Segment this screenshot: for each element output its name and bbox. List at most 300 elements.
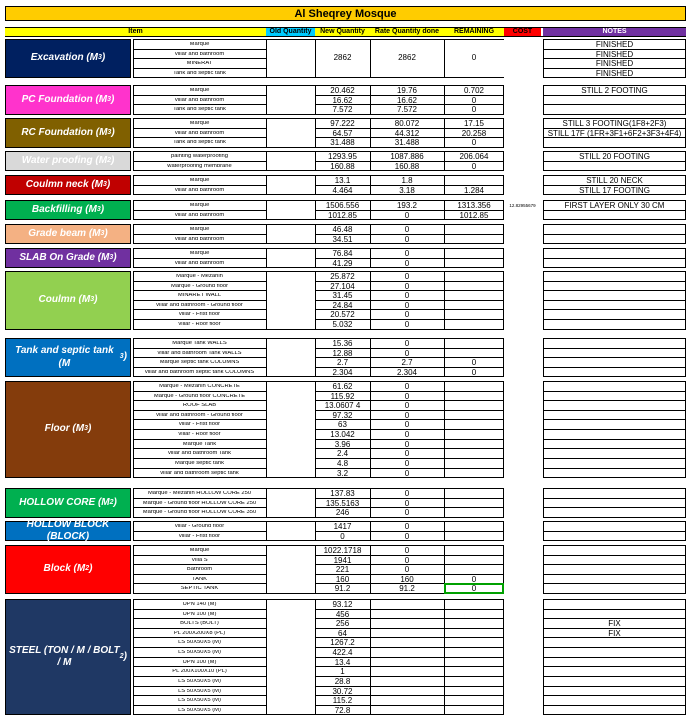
grid-line <box>315 448 504 449</box>
row-item[interactable]: UPN 100 (M) <box>182 659 217 665</box>
note[interactable]: STILL 20 FOOTING <box>579 153 650 161</box>
grid-line <box>543 468 686 469</box>
grid-line <box>315 517 504 518</box>
grid-line <box>133 555 266 556</box>
rate-quantity-done[interactable]: 0 <box>404 235 410 244</box>
rate-quantity-done[interactable]: 160.88 <box>394 162 420 171</box>
category-exponent: 3 <box>84 425 88 433</box>
row-item[interactable]: Marque - Ground floor <box>170 283 229 289</box>
category-exponent: 3 <box>119 353 124 361</box>
new-quantity[interactable]: 7.572 <box>332 106 353 115</box>
grid-line <box>543 281 686 282</box>
row-item[interactable]: villar and bathroom - Ground floor <box>156 412 243 418</box>
new-quantity[interactable]: 2.7 <box>336 359 349 368</box>
column-header[interactable]: NOTES <box>602 28 627 35</box>
category-paren: ) <box>110 154 115 166</box>
row-item[interactable]: Tank and septic tank <box>173 107 226 113</box>
grid-line <box>133 695 266 696</box>
column-header[interactable]: REMAINING <box>453 28 495 35</box>
row-item[interactable]: LS 50X50X5 (M) <box>178 640 221 646</box>
row-item[interactable]: Marque <box>189 251 210 256</box>
note[interactable]: STILL 17 FOOTING <box>579 186 650 195</box>
row-item[interactable]: Marque <box>189 548 210 553</box>
new-quantity[interactable]: 16.62 <box>332 96 353 105</box>
grid-line <box>543 448 686 449</box>
grid-line <box>315 458 504 459</box>
grid-line <box>133 686 266 687</box>
row-item[interactable]: Marque <box>189 178 210 183</box>
note[interactable]: STILL 20 NECK <box>586 177 643 185</box>
grid-line <box>315 234 504 235</box>
row-item[interactable]: SEPTIC TANK <box>180 586 219 592</box>
row-item[interactable]: Marque <box>189 227 210 232</box>
rate-quantity-done[interactable]: 0 <box>404 392 410 401</box>
new-quantity[interactable]: 221 <box>335 566 350 575</box>
rate-quantity-done[interactable]: 0 <box>404 469 410 478</box>
column-header[interactable]: New Quantity <box>320 28 365 35</box>
note[interactable]: FINISHED <box>595 50 634 59</box>
note[interactable]: STILL 2 FOOTING <box>581 87 648 95</box>
rate-quantity-done[interactable]: 0 <box>404 421 410 430</box>
new-quantity[interactable]: 91.2 <box>334 585 351 594</box>
row-item[interactable]: Marque <box>189 203 210 208</box>
row-item[interactable]: villar and bathroom <box>174 236 225 242</box>
grid-line <box>315 609 504 610</box>
new-quantity[interactable]: 63 <box>338 421 347 430</box>
grid-line <box>133 170 266 171</box>
new-quantity[interactable]: 1941 <box>333 556 352 565</box>
rate-quantity-done[interactable]: 0 <box>404 383 410 391</box>
category-cell[interactable] <box>5 118 131 148</box>
grid-line <box>315 695 504 696</box>
rate-quantity-done[interactable]: 7.572 <box>396 106 418 115</box>
category-label: Block (M <box>43 563 86 575</box>
category-label: HOLLOW CORE (M <box>19 496 110 508</box>
row-item[interactable]: villar - Frist floor <box>178 533 221 539</box>
category-cell[interactable] <box>5 545 131 594</box>
rate-quantity-done[interactable]: 0 <box>404 250 410 258</box>
notes-frame <box>543 545 686 594</box>
new-quantity[interactable]: 34.51 <box>332 235 353 244</box>
row-item[interactable]: Tank and septic tank <box>173 140 226 146</box>
grid-line <box>315 319 504 320</box>
row-item[interactable]: Marque Tank WALLS <box>172 341 227 346</box>
rate-quantity-done[interactable]: 0 <box>404 450 410 459</box>
row-item[interactable]: Marque - Mezanin CONCRETE <box>159 384 240 389</box>
grid-line <box>543 647 686 648</box>
new-quantity[interactable]: 456 <box>335 610 350 619</box>
rate-quantity-done[interactable]: 0 <box>404 431 410 440</box>
row-item[interactable]: ROOF SLAB <box>182 403 217 409</box>
row-item[interactable]: villar and bathroom <box>174 97 225 103</box>
rate-quantity-done[interactable]: 80.072 <box>394 120 420 128</box>
new-quantity[interactable]: 24.84 <box>332 301 353 310</box>
new-quantity[interactable]: 41.29 <box>332 259 353 268</box>
note[interactable]: FINISHED <box>595 69 634 78</box>
rate-quantity-done[interactable]: 0 <box>404 211 410 220</box>
rate-quantity-done[interactable]: 193.2 <box>396 202 418 210</box>
new-quantity[interactable]: 5.032 <box>332 321 353 330</box>
rate-quantity-done[interactable]: 0 <box>404 566 410 575</box>
new-quantity[interactable]: 1 <box>340 668 345 677</box>
rate-quantity-done[interactable]: 44.312 <box>394 129 420 138</box>
new-quantity[interactable]: 13.1 <box>334 177 351 185</box>
grid-line <box>315 498 504 499</box>
new-quantity[interactable]: 25.872 <box>330 273 355 281</box>
new-quantity[interactable]: 15.36 <box>332 340 353 348</box>
new-quantity[interactable]: 30.72 <box>332 687 353 696</box>
remaining[interactable]: 0.702 <box>463 87 485 95</box>
new-quantity[interactable]: 246 <box>335 509 350 518</box>
grid-line <box>133 267 266 268</box>
grid-line <box>133 95 266 96</box>
grid-line <box>543 657 686 658</box>
grid-line <box>266 200 267 220</box>
row-item[interactable]: Marque septic tank <box>175 460 224 466</box>
row-item[interactable]: waterproofing membrane <box>167 163 232 169</box>
category-cell[interactable] <box>5 381 131 478</box>
grid-line <box>315 410 504 411</box>
row-item[interactable]: villar and bathroom Tank WALLS <box>157 350 242 356</box>
merged-value[interactable]: 2862 <box>398 54 416 63</box>
column-header[interactable]: Old Quantity <box>269 28 312 35</box>
category-exponent: 3 <box>100 229 105 237</box>
grid-line <box>315 676 504 677</box>
grid-line <box>543 348 686 349</box>
rate-quantity-done[interactable]: 91.2 <box>399 585 415 594</box>
new-quantity[interactable]: 160.88 <box>330 162 355 171</box>
note[interactable]: STILL 3 FOOTING(1F8+2F3) <box>562 120 667 128</box>
grid-line <box>133 628 266 629</box>
new-quantity[interactable]: 64.57 <box>332 129 353 138</box>
row-item[interactable]: Bathroom <box>186 567 213 573</box>
note[interactable]: FIX <box>608 620 621 629</box>
rate-quantity-done[interactable]: 0 <box>404 226 410 234</box>
grid-line <box>133 419 266 420</box>
remaining[interactable]: 206.064 <box>459 153 489 161</box>
rate-quantity-done[interactable]: 2.7 <box>401 359 413 368</box>
new-quantity[interactable]: 2.304 <box>332 368 353 377</box>
new-quantity[interactable]: 1293.95 <box>328 153 357 161</box>
grid-line <box>266 224 267 244</box>
row-item[interactable]: BOLTS (BOLT) <box>180 621 219 627</box>
grid-line <box>133 574 266 575</box>
category-paren: ) <box>123 650 127 662</box>
category-exponent: 3 <box>102 180 107 188</box>
new-quantity[interactable]: 46.48 <box>332 226 353 234</box>
category-cell[interactable] <box>5 175 131 195</box>
remaining[interactable]: 0 <box>471 575 477 584</box>
category-cell[interactable] <box>5 488 131 518</box>
row-item[interactable]: villar and bathroom septic tank <box>160 470 239 476</box>
row-item[interactable]: villar and bathroom <box>174 260 225 266</box>
remaining[interactable]: 1.284 <box>463 186 485 195</box>
row-item[interactable]: TANK <box>191 576 208 582</box>
new-quantity[interactable]: 1267.2 <box>330 639 355 648</box>
rate-quantity-done[interactable]: 0 <box>404 459 410 468</box>
grid-line <box>543 555 686 556</box>
grid-line <box>315 170 504 171</box>
new-quantity[interactable]: 13.042 <box>330 431 355 440</box>
new-quantity[interactable]: 1506.556 <box>325 202 360 210</box>
category-label: STEEL (TON / M / BOLT / M <box>9 644 120 669</box>
note[interactable]: FIX <box>608 629 621 638</box>
new-quantity[interactable]: 115.2 <box>332 697 353 706</box>
row-item[interactable]: villar - Frist floor <box>178 312 221 318</box>
rate-quantity-done[interactable]: 0 <box>404 523 410 531</box>
new-quantity[interactable]: 3.2 <box>336 469 349 478</box>
new-quantity[interactable]: 135.5163 <box>325 499 360 508</box>
row-item[interactable]: villar and bathroom septic tank COLUMNS <box>144 369 255 375</box>
rate-quantity-done[interactable]: 0 <box>404 499 410 508</box>
new-quantity[interactable]: 64 <box>338 629 347 638</box>
row-item[interactable]: villar - Ground floor <box>174 524 225 529</box>
grid-line <box>543 458 686 459</box>
new-quantity[interactable]: 61.62 <box>332 383 353 391</box>
grid-line <box>315 185 504 186</box>
grid-line <box>133 666 266 667</box>
row-item[interactable]: LS 50X50X5 (M) <box>178 678 221 684</box>
new-quantity[interactable]: 12.88 <box>332 349 353 358</box>
grid-line <box>543 376 686 377</box>
category-cell[interactable] <box>5 224 131 244</box>
grid-line <box>543 147 686 148</box>
new-quantity[interactable]: 20.572 <box>330 311 355 320</box>
grid-line <box>133 429 266 430</box>
row-item[interactable]: villar - Frist floor <box>178 422 221 428</box>
rate-quantity-done[interactable]: 0 <box>404 321 410 330</box>
remaining[interactable]: 0 <box>471 139 477 148</box>
row-item[interactable]: villar and bathroom Tank <box>167 451 232 457</box>
row-item[interactable]: Marque - Ground floor HOLLOW CORE 250 <box>142 500 257 506</box>
category-cell[interactable] <box>5 200 131 220</box>
remaining[interactable]: 0 <box>471 585 477 594</box>
row-item[interactable]: Tank and septic tank <box>173 70 226 76</box>
rate-quantity-done[interactable]: 0 <box>404 411 410 420</box>
grid-line <box>266 338 267 377</box>
remaining[interactable]: 17.15 <box>463 120 485 128</box>
remaining[interactable]: 20.258 <box>461 129 487 138</box>
row-item[interactable]: villar and bathroom - Ground floor <box>156 302 243 308</box>
grid-line <box>133 564 266 565</box>
new-quantity[interactable]: 72.8 <box>334 706 351 715</box>
grid-line <box>543 290 686 291</box>
cost[interactable]: 12.82955679 <box>509 204 536 208</box>
grid-line <box>543 564 686 565</box>
notes-frame <box>543 488 686 518</box>
category-cell[interactable] <box>5 39 131 78</box>
new-quantity[interactable]: 160 <box>335 575 350 584</box>
new-quantity[interactable]: 1022.1718 <box>323 547 362 555</box>
row-item[interactable]: villar - Roof floor <box>178 322 221 328</box>
rate-quantity-done[interactable]: 3.18 <box>399 186 415 195</box>
grid-line <box>543 477 686 478</box>
grid-line <box>315 468 504 469</box>
row-item[interactable]: Marque - Ground floor CONCRETE <box>153 393 246 399</box>
new-quantity[interactable]: 0 <box>340 532 345 541</box>
rate-quantity-done[interactable]: 1.8 <box>401 177 413 185</box>
category-cell[interactable] <box>5 518 131 543</box>
new-quantity[interactable]: 2.4 <box>336 450 349 459</box>
grid-line <box>133 104 266 105</box>
category-cell[interactable] <box>5 151 131 171</box>
category-label: Grade beam (M <box>28 227 101 239</box>
remaining[interactable]: 1313.356 <box>457 202 491 210</box>
remaining[interactable]: 0 <box>471 359 477 368</box>
grid-line <box>133 517 266 518</box>
category-cell[interactable] <box>5 271 131 330</box>
grid-line <box>315 419 504 420</box>
row-item[interactable]: UPN 100 (M) <box>182 611 217 617</box>
new-quantity[interactable]: 97.222 <box>330 120 355 128</box>
rate-quantity-done[interactable]: 31.488 <box>394 139 420 148</box>
new-quantity[interactable]: 97.32 <box>332 411 353 420</box>
new-quantity[interactable]: 31.488 <box>330 139 355 148</box>
selected-cell[interactable] <box>444 583 504 594</box>
grid-line <box>315 714 504 715</box>
row-item[interactable]: villar and bathroom <box>174 187 225 193</box>
grid-line <box>266 248 267 268</box>
row-item[interactable]: villar and bathroom <box>174 212 225 218</box>
rate-quantity-done[interactable]: 0 <box>404 547 410 555</box>
rate-quantity-done[interactable]: 0 <box>404 440 410 449</box>
remaining[interactable]: 1012.85 <box>459 211 489 220</box>
new-quantity[interactable]: 13.0607 4 <box>324 402 361 411</box>
grid-line <box>543 574 686 575</box>
grid-line <box>543 540 686 541</box>
new-quantity[interactable]: 115.92 <box>330 392 355 401</box>
row-item[interactable]: Marque <box>189 42 210 47</box>
new-quantity[interactable]: 1012.85 <box>328 211 357 220</box>
row-item[interactable]: PL 200X100X10 (PL) <box>172 669 227 675</box>
column-header[interactable]: Rate Quantity done <box>374 28 440 35</box>
new-quantity[interactable]: 13.4 <box>334 658 351 667</box>
rate-quantity-done[interactable]: 1087.886 <box>390 153 424 161</box>
new-quantity[interactable]: 27.104 <box>330 282 355 291</box>
category-cell[interactable] <box>5 338 131 377</box>
category-cell[interactable] <box>5 248 131 268</box>
new-quantity[interactable]: 422.4 <box>332 649 353 658</box>
grid-line <box>133 637 266 638</box>
grid-line <box>543 300 686 301</box>
rate-quantity-done[interactable]: 0 <box>404 301 410 310</box>
row-item[interactable]: Marque septic tank COLUMNS <box>159 360 240 366</box>
column-header[interactable]: Item <box>128 28 143 35</box>
new-quantity[interactable]: 1417 <box>333 523 352 531</box>
column-header[interactable]: COST <box>512 28 533 35</box>
grid-line <box>543 618 686 619</box>
grid-line <box>543 77 686 78</box>
new-quantity[interactable]: 4.464 <box>332 186 353 195</box>
merged-value[interactable]: 2862 <box>333 54 352 63</box>
new-quantity[interactable]: 256 <box>335 620 350 629</box>
rate-quantity-done[interactable]: 0 <box>404 292 410 301</box>
row-item[interactable]: Marque - Mezanin HOLLOW CORE 250 <box>147 491 252 496</box>
row-item[interactable]: LS 50X50X5 (M) <box>178 707 221 713</box>
rate-quantity-done[interactable]: 0 <box>404 311 410 320</box>
grid-line <box>315 628 504 629</box>
remaining[interactable]: 0 <box>471 162 477 171</box>
new-quantity[interactable]: 31.45 <box>332 292 353 301</box>
rate-quantity-done[interactable]: 0 <box>404 532 410 541</box>
row-item[interactable]: Marque <box>189 121 210 126</box>
row-item[interactable]: LS 50X50X5 (M) <box>178 688 221 694</box>
grid-line <box>266 175 267 195</box>
grid-line <box>133 234 266 235</box>
rate-quantity-done[interactable]: 0 <box>404 349 410 358</box>
grid-line <box>315 391 504 392</box>
rate-quantity-done[interactable]: 0 <box>404 259 410 268</box>
rate-quantity-done[interactable]: 0 <box>404 273 410 281</box>
row-item[interactable]: MINERAT <box>186 61 213 67</box>
rate-quantity-done[interactable]: 0 <box>404 556 410 565</box>
grid-line <box>133 531 266 532</box>
category-paren: ) <box>111 93 115 105</box>
rate-quantity-done[interactable]: 0 <box>404 509 410 518</box>
remaining[interactable]: 0 <box>471 368 477 377</box>
row-item[interactable]: Marque - Mezanin <box>176 274 223 279</box>
grid-line <box>133 391 266 392</box>
rate-quantity-done[interactable]: 0 <box>404 490 410 498</box>
row-item[interactable]: villar and bathroom <box>174 51 225 57</box>
row-item[interactable]: MINARET WALL <box>177 293 222 299</box>
row-item[interactable]: UPN 140 (M) <box>182 602 217 607</box>
rate-quantity-done[interactable]: 19.76 <box>396 87 418 95</box>
remaining[interactable]: 0 <box>471 106 477 115</box>
grid-line <box>543 391 686 392</box>
row-item[interactable]: Villa S <box>191 557 208 563</box>
rate-quantity-done[interactable]: 16.62 <box>396 96 418 105</box>
category-paren: ) <box>113 496 117 508</box>
new-quantity[interactable]: 20.462 <box>330 87 355 95</box>
rate-quantity-done[interactable]: 160 <box>400 575 414 584</box>
note[interactable]: FIRST LAYER ONLY 30 CM <box>564 202 665 210</box>
note[interactable]: STILL 17F (1FR+3F1+6F2+3F3+4F4) <box>547 129 682 138</box>
category-exponent: 2 <box>85 565 90 573</box>
grid-line <box>133 458 266 459</box>
row-item[interactable]: villar and bathroom <box>174 130 225 136</box>
grid-line <box>133 300 266 301</box>
rate-quantity-done[interactable]: 0 <box>404 282 410 291</box>
new-quantity[interactable]: 28.8 <box>334 677 351 686</box>
row-item[interactable]: LS 50X50X5 (M) <box>178 650 221 656</box>
category-label: RC Foundation (M <box>21 126 108 138</box>
row-item[interactable]: Marque <box>189 88 210 93</box>
note[interactable]: FINISHED <box>595 41 634 49</box>
merged-value[interactable]: 0 <box>471 54 477 63</box>
row-item[interactable]: Marque - Ground floor HOLLOW CORE 350 <box>142 510 257 516</box>
row-item[interactable]: villar - Roof floor <box>178 432 221 438</box>
row-item[interactable]: painting waterproofing <box>170 154 229 159</box>
row-item[interactable]: PL 200X200X8 (PL) <box>173 630 226 636</box>
new-quantity[interactable]: 137.83 <box>330 490 355 498</box>
rate-quantity-done[interactable]: 0 <box>404 402 410 411</box>
new-quantity[interactable]: 76.84 <box>332 250 353 258</box>
category-cell[interactable] <box>5 599 131 715</box>
new-quantity[interactable]: 4.8 <box>336 459 349 468</box>
note[interactable]: FINISHED <box>595 60 634 69</box>
category-cell[interactable] <box>5 85 131 115</box>
new-quantity[interactable]: 93.12 <box>332 601 353 609</box>
row-item[interactable]: LS 50X50X5 (M) <box>178 698 221 704</box>
grid-line <box>133 376 266 377</box>
grid-line <box>543 357 686 358</box>
rate-quantity-done[interactable]: 2.304 <box>396 368 418 377</box>
new-quantity[interactable]: 3.96 <box>334 440 351 449</box>
remaining[interactable]: 0 <box>471 96 477 105</box>
rate-quantity-done[interactable]: 0 <box>404 340 410 348</box>
row-item[interactable]: Marque Tank <box>182 441 217 447</box>
